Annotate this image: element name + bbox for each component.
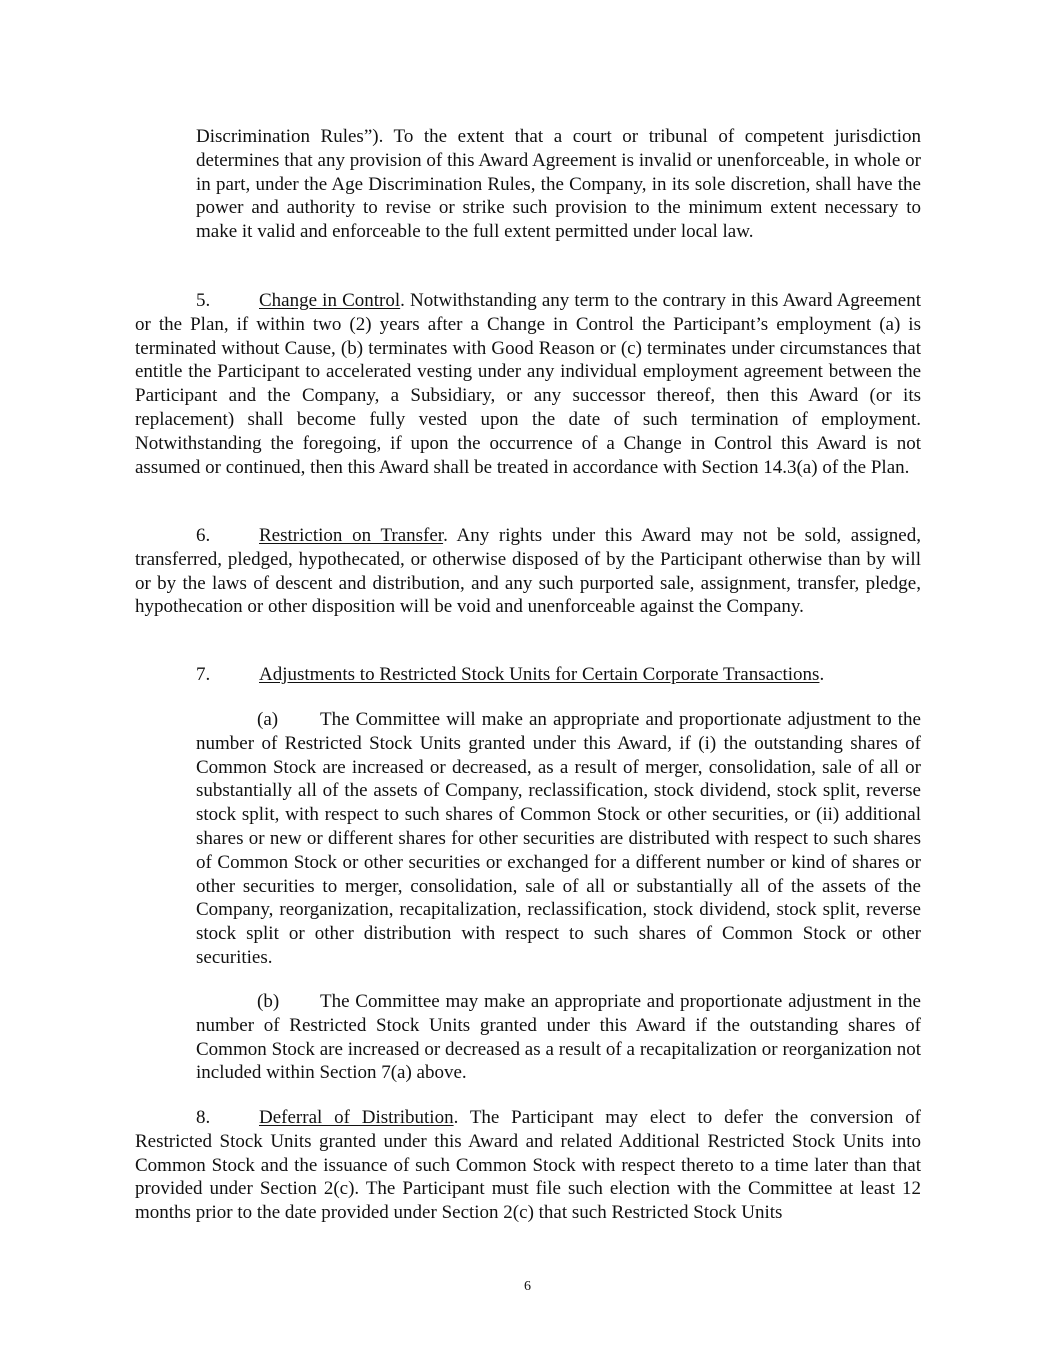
section-5-heading: Change in Control xyxy=(259,290,401,311)
section-8-paragraph xyxy=(135,1106,921,1225)
paragraph-continuation: Discrimination Rules”). To the extent that a court or tribunal of competent jurisdiction determines that any provision of this Award Agreement is invalid or unenforceable, in whole or in part, under the Age Discrimination Rules, the Company, in its sole discretion, shall have the power and authority to revise or strike such provision to the minimum extent necessary to make it valid and enforceable to the full extent permitted under local law. xyxy=(196,126,921,243)
section-7-heading: Adjustments to Restricted Stock Units for Certain Corporate Transactions xyxy=(259,664,820,685)
section-5-text: . Notwithstanding any term to the contrary in this Award Agreement or the Plan, if within two (2) years after a Change in Control the Participant’s employment (a) is terminated without Cause, (b) terminates with Good Reason or (c) terminates under circumstances that entitle the Participant to accelerated vesting under any individual employment agreement between the Participant and the Company, a Subsidiary, or any successor thereof, then this Award (or its replacement) shall become fully vested upon the date of such termination of employment. Notwithstanding the foregoing, if upon the occurrence of a Change in Control this Award is not assumed or continued, then this Award shall be treated in accordance with Section 14.3(a) of the Plan. xyxy=(135,290,921,478)
section-7a-paragraph xyxy=(196,708,921,970)
section-8-heading: Deferral of Distribution xyxy=(259,1107,454,1128)
section-6-text: . Any rights under this Award may not be sold, assigned, transferred, pledged, hypothecated, or otherwise disposed of by the Participant otherwise than by will or by the laws of descent and distribution, and any such purported sale, assignment, transfer, pledge, hypothecation or other disposition will be void and unenforceable against the Company. xyxy=(135,525,921,618)
section-7-number: 7. xyxy=(196,664,211,685)
section-7b-paragraph xyxy=(196,990,921,1085)
section-7-paragraph xyxy=(135,663,921,687)
page-number: 6 xyxy=(524,1279,531,1294)
section-8-number: 8. xyxy=(196,1107,211,1128)
section-5-number: 5. xyxy=(196,290,211,311)
section-5-paragraph xyxy=(135,289,921,479)
section-6-number: 6. xyxy=(196,525,211,546)
section-6-paragraph xyxy=(135,524,921,619)
section-7a-label: (a) xyxy=(257,709,279,730)
section-6-heading: Restriction on Transfer xyxy=(259,525,444,546)
section-7a-text: The Committee will make an appropriate and proportionate adjustment to the number of Restricted Stock Units granted under this Award, if (i) the outstanding shares of Common Stock are increased or decreased, as a result of merger, consolidation, sale of all or substantially all of the assets of Company, reclassification, stock dividend, stock split, reverse stock split, with respect to such shares of Common Stock or other securities, or (ii) additional shares or new or different shares for other securities are distributed with respect to such shares of Common Stock or other securities or exchanged for a different number or kind of shares or other securities to merger, consolidation, sale of all or substantially all of the assets of the Company, reorganization, recapitalization, reclassification, stock dividend, stock split, reverse stock split or other distribution with respect to such shares of Common Stock or other securities. xyxy=(196,709,921,968)
section-7b-text: The Committee may make an appropriate and proportionate adjustment in the number of Restricted Stock Units granted under this Award if the outstanding shares of Common Stock are increased or decreased as a result of a recapitalization or reorganization not included within Section 7(a) above. xyxy=(196,991,921,1084)
section-7-text: . xyxy=(819,664,825,685)
section-8-text: . The Participant may elect to defer the conversion of Restricted Stock Units granted under this Award and related Additional Restricted Stock Units into Common Stock and the issuance of such Common Stock with respect thereto to a time later than that provided under Section 2(c). The Participant must file such election with the Committee at least 12 months prior to the date provided under Section 2(c) that such Restricted Stock Units xyxy=(135,1107,921,1224)
section-7b-label: (b) xyxy=(257,991,280,1012)
